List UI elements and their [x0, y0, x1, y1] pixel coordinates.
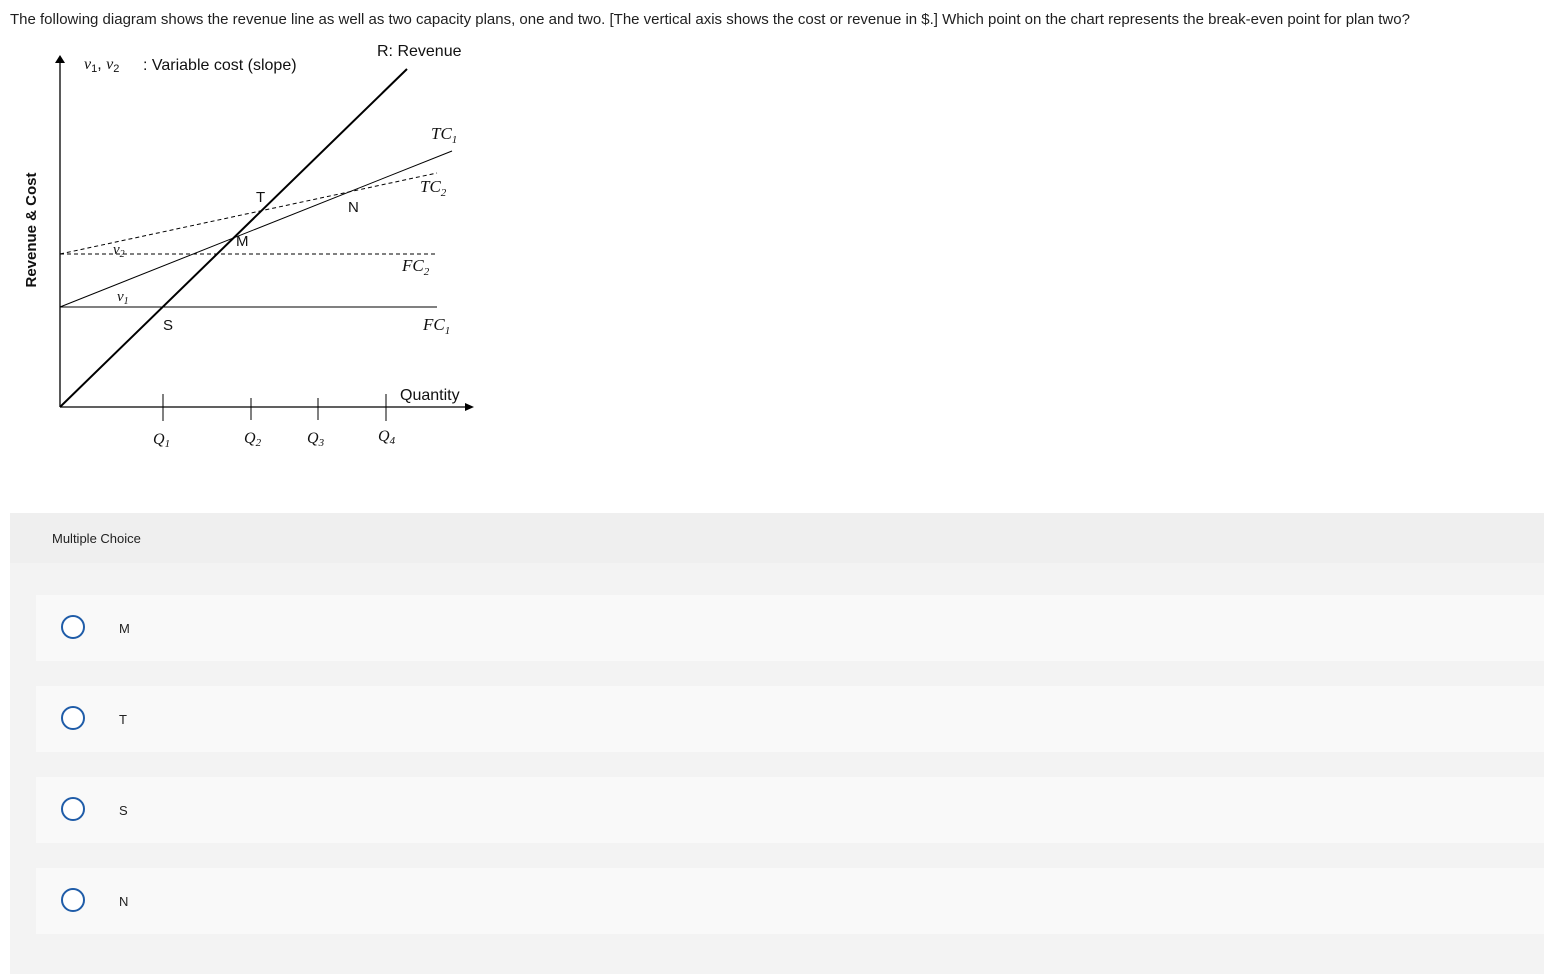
q4-label: Q4 — [378, 428, 396, 447]
multiple-choice-header — [10, 513, 1544, 563]
x-axis-label: Quantity — [400, 387, 460, 404]
point-t-label: T — [256, 189, 266, 206]
q3-label: Q3 — [307, 430, 325, 449]
radio-button-icon[interactable] — [61, 615, 85, 639]
break-even-diagram — [0, 0, 500, 470]
fc2-label: $FC_2$ — [402, 256, 430, 278]
tc1-label: $TC_1$ — [431, 124, 458, 146]
q2-label: Q2 — [244, 430, 262, 449]
radio-button-icon[interactable] — [61, 888, 85, 912]
option-s[interactable] — [36, 777, 1544, 843]
option-n[interactable] — [36, 868, 1544, 934]
revenue-line — [60, 69, 407, 407]
multiple-choice-title: Multiple Choice — [52, 531, 141, 546]
option-label: M — [119, 621, 130, 636]
option-label: T — [119, 712, 127, 727]
multiple-choice-panel — [10, 513, 1544, 974]
option-label: S — [119, 803, 128, 818]
fc1-label: $FC_1$ — [423, 315, 451, 337]
point-m-label: M — [236, 233, 249, 250]
radio-button-icon[interactable] — [61, 797, 85, 821]
point-s-label: S — [163, 317, 174, 334]
x-axis-arrow — [465, 403, 474, 411]
legend-v1v2: v1, v2 — [84, 56, 120, 75]
radio-button-icon[interactable] — [61, 706, 85, 730]
slope-v1-label: $v_1$ — [117, 289, 129, 307]
revenue-label: R: Revenue — [377, 43, 462, 60]
tc2-label: $TC_2$ — [420, 177, 447, 199]
option-label: N — [119, 894, 129, 909]
slope-v2-label: $v_2$ — [113, 242, 125, 260]
y-axis-label: Revenue & Cost — [23, 172, 40, 288]
tc1-line — [60, 151, 452, 307]
y-axis-arrow — [55, 55, 65, 63]
option-t[interactable] — [36, 686, 1544, 752]
point-n-label: N — [348, 199, 359, 216]
q1-label: Q1 — [153, 431, 171, 450]
question-text: The following diagram shows the revenue line as well as two capacity plans, one and two. [The vertical axis shows the cost or revenue in $.] Which point on the chart represents the break-even point for plan two? — [10, 11, 1410, 28]
legend-text: : Variable cost (slope) — [143, 57, 297, 74]
option-m[interactable] — [36, 595, 1544, 661]
